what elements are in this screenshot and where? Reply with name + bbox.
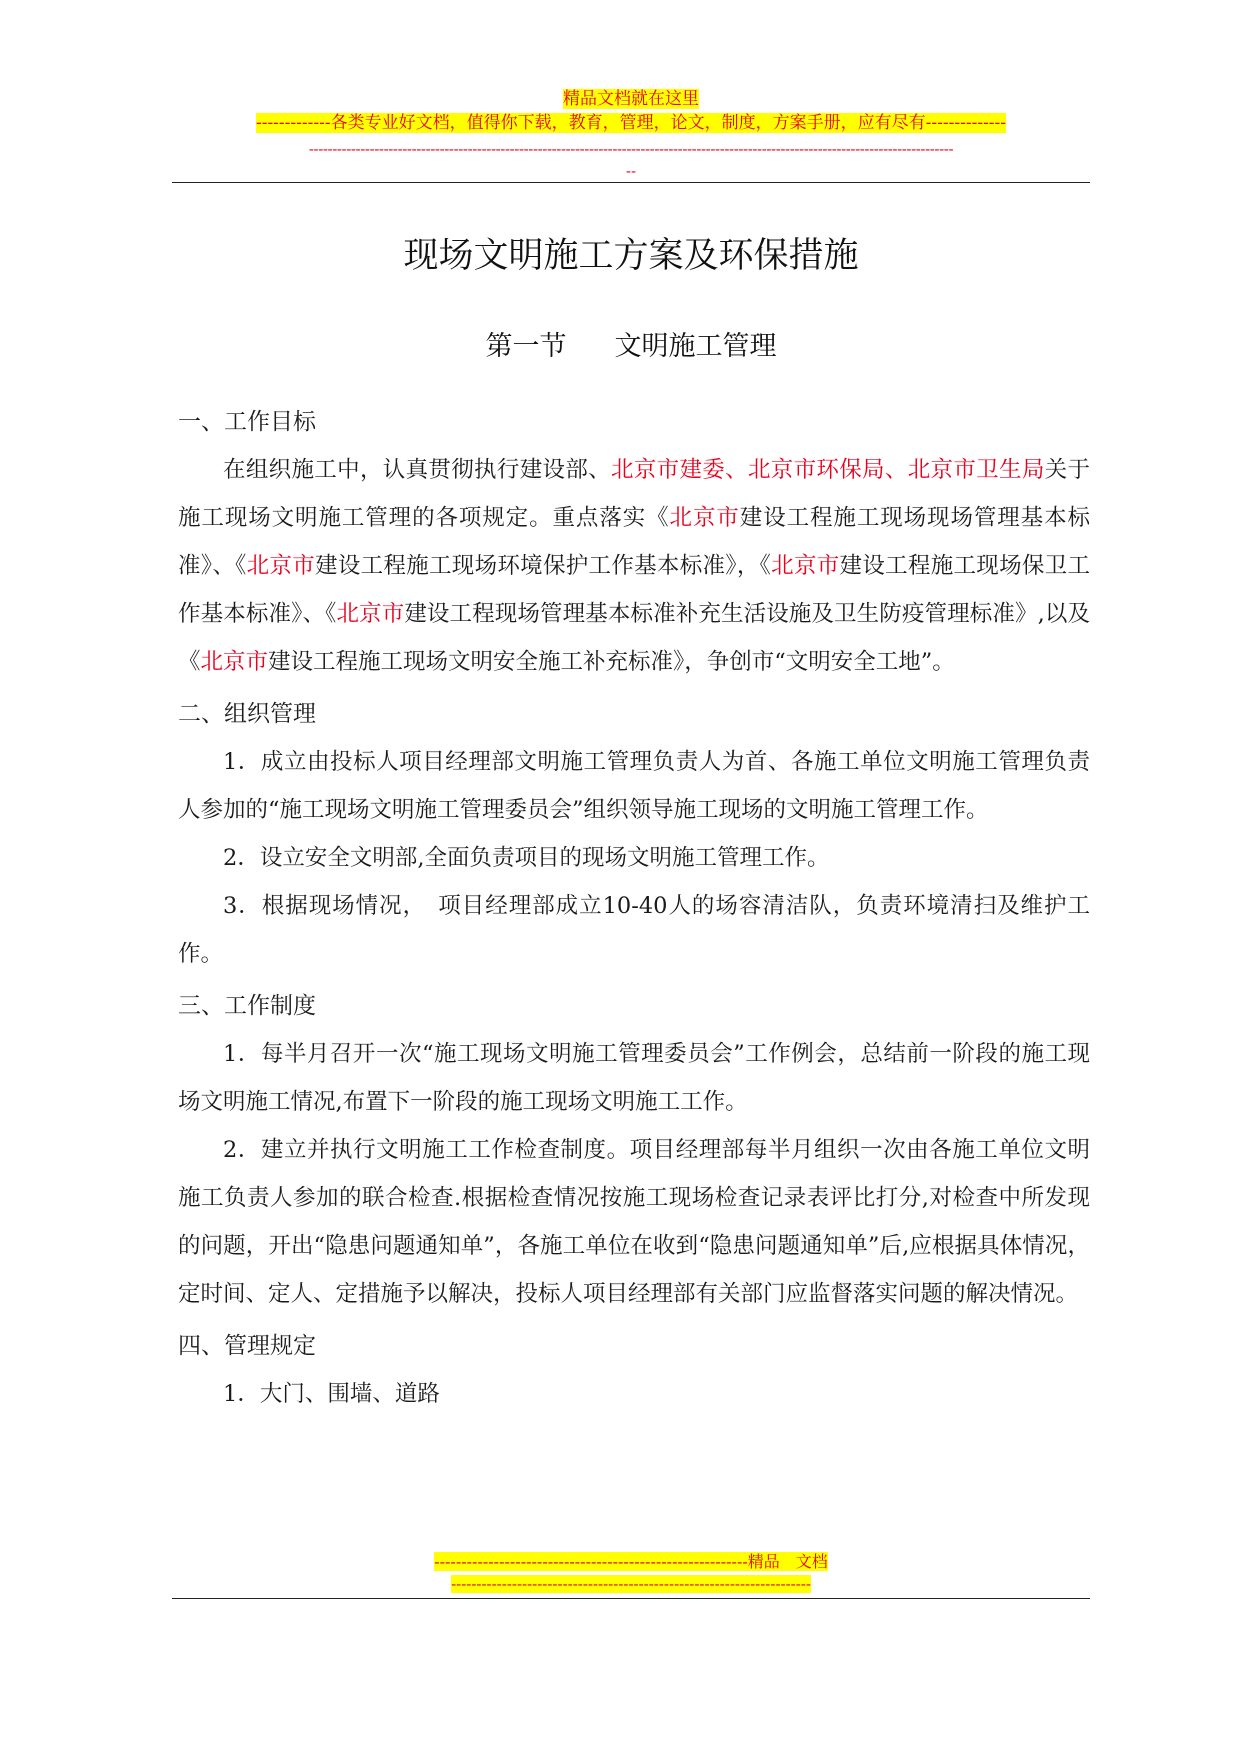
section-number: 第一节 (485, 331, 567, 362)
header-dashes: ------------------------------------------------------------------------------------------------------------------------------------------ (308, 140, 954, 158)
text-run: 建设工程施工现场保卫工作基本标准》、《 (178, 553, 1090, 627)
paragraph-org-1: 1．成立由投标人项目经理部文明施工管理负责人为首、各施工单位文明施工管理负责人参加的“施工现场文明施工管理委员会”组织领导施工现场的文明施工管理工作。 (178, 749, 1090, 823)
paragraph-org-3: 3．根据现场情况， 项目经理部成立10-40人的场容清洁队，负责环境清扫及维护工作。 (178, 893, 1090, 967)
paragraph-system-2: 2．建立并执行文明施工工作检查制度。项目经理部每半月组织一次由各施工单位文明施工负责人参加的联合检查.根据检查情况按施工现场检查记录表评比打分,对检查中所发现的问题，开出“隐患问题通知单”，各施工单位在收到“隐患问题通知单”后,应根据具体情况，定时间、定人、定措施予以解决，投标人项目经理部有关部门应监督落实问题的解决情况。 (178, 1137, 1090, 1307)
heading-management-rules: 四、管理规定 (178, 1333, 316, 1359)
highlighted-org: 北京市 (200, 649, 269, 675)
section-name: 文明施工管理 (614, 331, 777, 362)
text-run: 关于施工现场文明施工管理的各项规定。重点落实《 (178, 457, 1090, 531)
highlighted-org: 北京市 (669, 505, 740, 531)
paragraph-system-1: 1．每半月召开一次“施工现场文明施工管理委员会”工作例会，总结前一阶段的施工现场文明施工情况,布置下一阶段的施工现场文明施工工作。 (178, 1041, 1090, 1115)
footer-tagline: ----------------------------------------------------------精品 文档 (434, 1552, 828, 1571)
heading-work-goal: 一、工作目标 (178, 409, 316, 435)
header-line-1 (172, 88, 1090, 110)
paragraph-rules-1: 1．大门、围墙、道路 (223, 1381, 440, 1407)
paragraph-org-2: 2．设立安全文明部,全面负责项目的现场文明施工管理工作。 (223, 845, 830, 871)
section-heading (172, 324, 1090, 363)
header-promo: -------------各类专业好文档，值得你下载，教育，管理，论文，制度，方案手册，应有尽有-------------- (255, 113, 1007, 133)
footer-line-1 (172, 1552, 1090, 1572)
footer-dashes: ----------------------------------------------------------------------- (451, 1575, 811, 1593)
heading-org-management: 二、组织管理 (178, 701, 316, 727)
header-dashes-tail: -- (625, 162, 637, 180)
text-run: 建设工程施工现场文明安全施工补充标准》，争创市“文明安全工地”。 (268, 649, 955, 675)
header-tagline: 精品文档就在这里 (563, 89, 699, 109)
paragraph-work-goal (178, 446, 1090, 686)
footer-line-2 (172, 1574, 1090, 1594)
header-rule (172, 182, 1090, 183)
highlighted-org: 北京市建委、北京市环保局、北京市卫生局 (611, 457, 1045, 483)
text-run: 建设工程现场管理基本标准补充生活设施及卫生防疫管理标准》,以及《 (178, 601, 1090, 675)
text-run: 建设工程施工现场环境保护工作基本标准》，《 (315, 553, 772, 579)
highlighted-org: 北京市 (246, 553, 316, 579)
highlighted-org: 北京市 (771, 553, 840, 579)
footer-rule (172, 1598, 1090, 1599)
document-body (178, 394, 1090, 1418)
highlighted-org: 北京市 (336, 601, 405, 627)
heading-work-system: 三、工作制度 (178, 993, 316, 1019)
text-run: 在组织施工中，认真贯彻执行建设部、 (223, 457, 611, 483)
page-title: 现场文明施工方案及环保措施 (403, 236, 859, 276)
header-line-2 (172, 112, 1090, 134)
text-run: 建设工程施工现场现场管理基本标准》、《 (178, 505, 1090, 579)
